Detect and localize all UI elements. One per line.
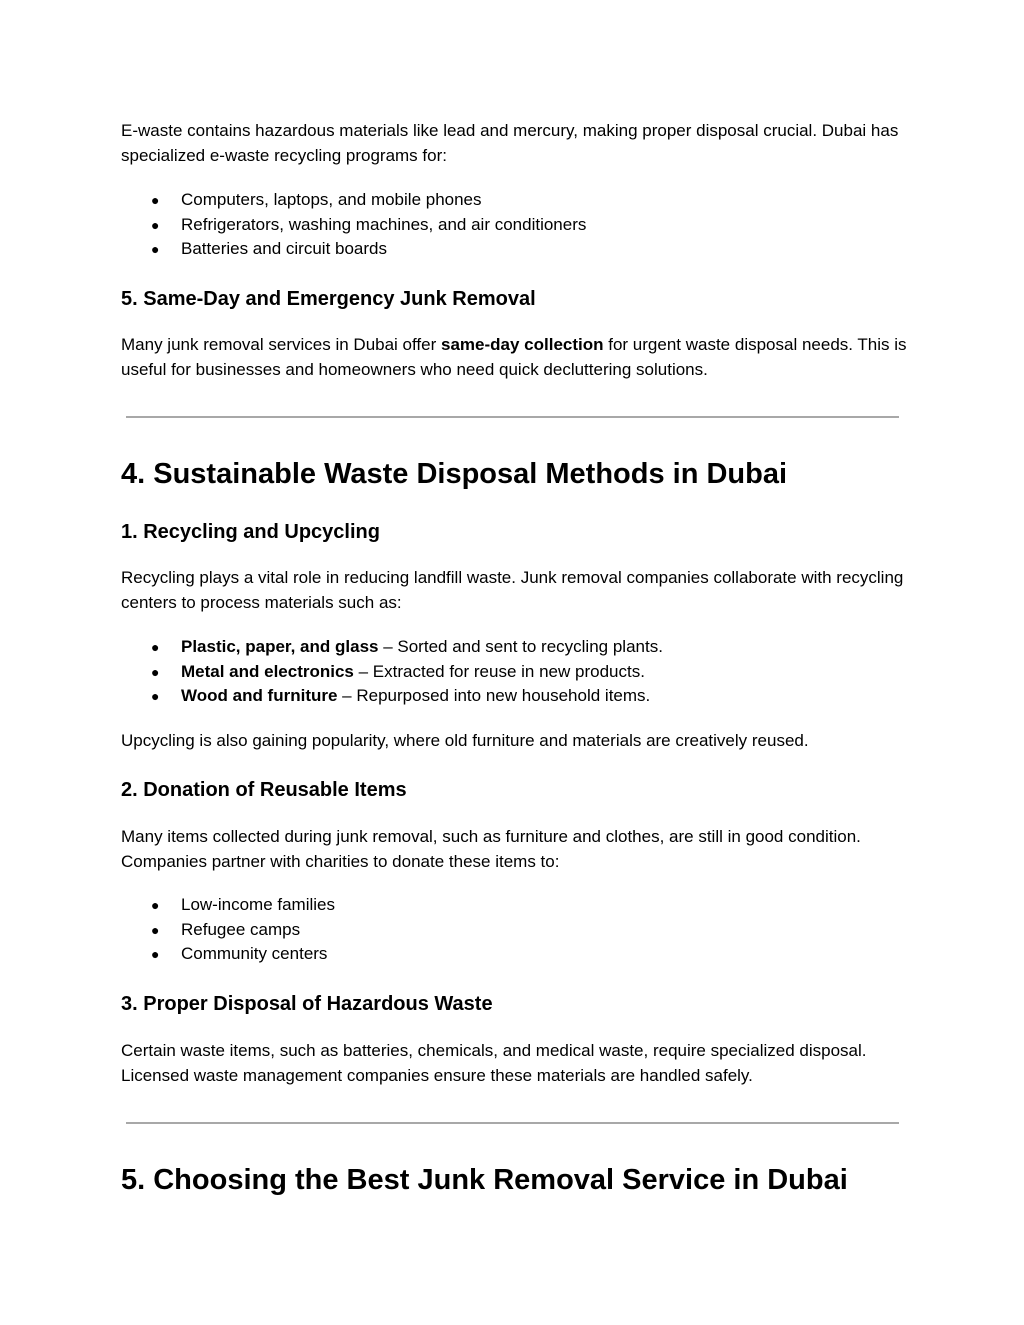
list-item bbox=[121, 188, 911, 213]
ewaste-list bbox=[121, 188, 911, 262]
list-item bbox=[121, 635, 911, 660]
list-item bbox=[121, 918, 911, 943]
list-item-text: Computers, laptops, and mobile phones bbox=[181, 190, 482, 209]
donation-list bbox=[121, 893, 911, 967]
list-item-text: Batteries and circuit boards bbox=[181, 239, 387, 258]
same-day-heading: 5. Same-Day and Emergency Junk Removal bbox=[121, 288, 536, 310]
list-item-text: – Repurposed into new household items. bbox=[337, 686, 651, 705]
bullet-icon: ● bbox=[151, 192, 160, 208]
list-item bbox=[121, 893, 911, 918]
recycling-intro-paragraph: Recycling plays a vital role in reducing landfill waste. Junk removal companies collaborate with recycling centers to process materials such as: bbox=[121, 568, 904, 612]
hazardous-heading: 3. Proper Disposal of Hazardous Waste bbox=[121, 993, 493, 1015]
list-item bbox=[121, 942, 911, 967]
upcycling-paragraph: Upcycling is also gaining popularity, where old furniture and materials are creatively reused. bbox=[121, 731, 809, 750]
bullet-icon: ● bbox=[151, 241, 160, 257]
bullet-icon: ● bbox=[151, 663, 160, 680]
list-item-text: Refugee camps bbox=[181, 919, 301, 939]
bullet-icon: ● bbox=[151, 639, 160, 655]
same-day-text-before: Many junk removal services in Dubai offer bbox=[121, 335, 441, 354]
recycling-list bbox=[121, 635, 911, 709]
donation-heading: 2. Donation of Reusable Items bbox=[121, 779, 407, 801]
list-item bbox=[121, 213, 911, 238]
bullet-icon: ● bbox=[151, 921, 160, 938]
list-item-text: Community centers bbox=[181, 944, 328, 963]
section-divider bbox=[126, 1122, 899, 1124]
donation-intro-paragraph: Many items collected during junk removal, such as furniture and clothes, are still in good condition. Companies partner with charities to donate these items to: bbox=[121, 827, 861, 871]
ewaste-intro-paragraph: E-waste contains hazardous materials like lead and mercury, making proper disposal crucial. Dubai has specialized e-waste recycling programs for: bbox=[121, 121, 899, 165]
list-item bbox=[121, 684, 911, 709]
list-item bbox=[121, 237, 911, 262]
list-item-bold: Plastic, paper, and glass bbox=[181, 637, 379, 656]
bullet-icon: ● bbox=[151, 216, 160, 233]
hazardous-paragraph: Certain waste items, such as batteries, chemicals, and medical waste, require specialized disposal. Licensed waste management companies ensure these materials are handled safely. bbox=[121, 1041, 867, 1085]
section4-heading: 4. Sustainable Waste Disposal Methods in Dubai bbox=[121, 458, 788, 490]
list-item-bold: Wood and furniture bbox=[181, 686, 338, 705]
list-item bbox=[121, 660, 911, 685]
bullet-icon: ● bbox=[151, 897, 160, 913]
section-divider bbox=[126, 416, 899, 418]
list-item-text: – Extracted for reuse in new products. bbox=[353, 661, 645, 681]
list-item-text: – Sorted and sent to recycling plants. bbox=[378, 637, 663, 656]
section5-heading: 5. Choosing the Best Junk Removal Service in Dubai bbox=[121, 1164, 848, 1196]
list-item-text: Low-income families bbox=[181, 895, 335, 914]
list-item-bold: Metal and electronics bbox=[181, 661, 354, 681]
recycling-heading: 1. Recycling and Upcycling bbox=[121, 521, 380, 543]
same-day-paragraph bbox=[121, 333, 911, 382]
same-day-text-after: for urgent waste disposal needs. This is useful for businesses and homeowners who need quick decluttering solutions. bbox=[121, 335, 907, 379]
same-day-text-bold: same-day collection bbox=[441, 335, 604, 354]
list-item-text: Refrigerators, washing machines, and air conditioners bbox=[181, 214, 587, 234]
bullet-icon: ● bbox=[151, 946, 160, 962]
bullet-icon: ● bbox=[151, 688, 160, 704]
